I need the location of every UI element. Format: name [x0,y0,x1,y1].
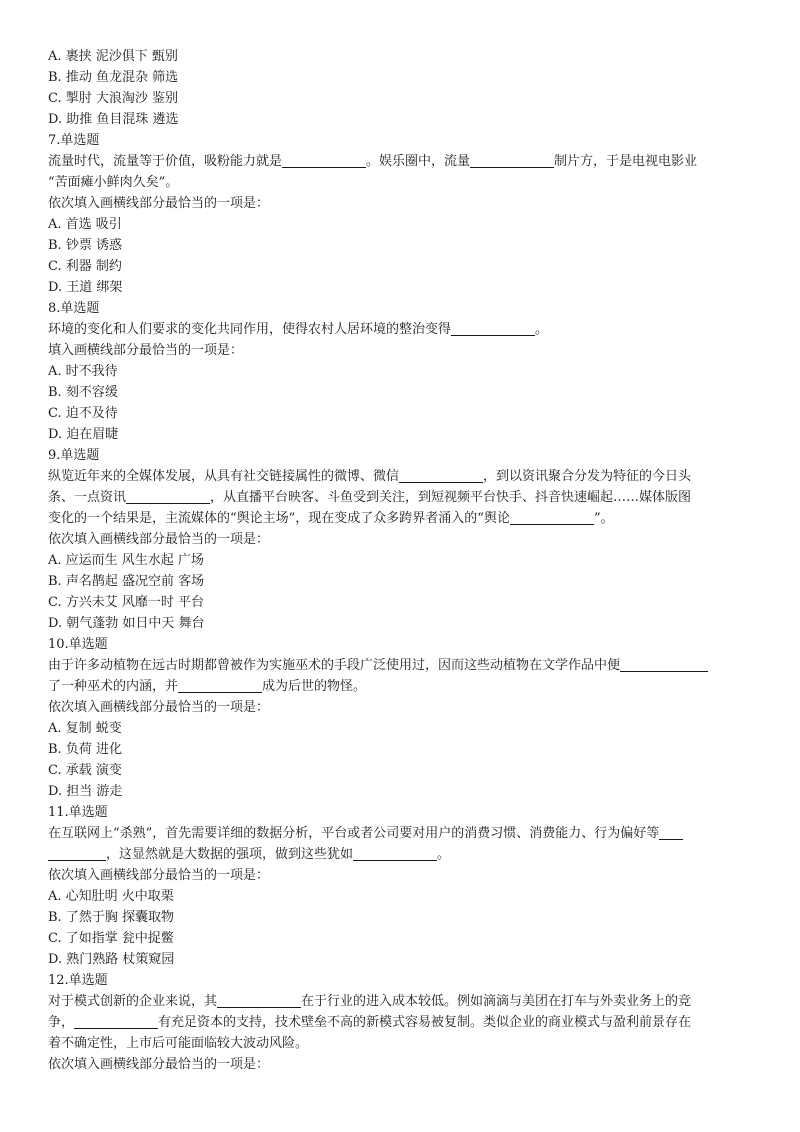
fill-blank [48,846,106,861]
option-c: C. 了如指掌 瓮中捉鳖 [48,931,174,946]
fill-blank [451,321,535,336]
text-fragment: 了一种巫术的内涵，并 [48,679,179,694]
question-text-line [48,676,760,697]
option-a: A. 裹挟 泥沙俱下 甄别 [48,49,178,64]
text-fragment: 流量时代，流量等于价值，吸粉能力就是 [48,154,283,169]
question-header: 9.单选题 [48,448,100,463]
option-c: C. 方兴未艾 风靡一时 平台 [48,595,205,610]
option-b: B. 推动 鱼龙混杂 筛选 [48,70,179,85]
text-fragment: ”。 [593,511,614,526]
question-text-line [48,1012,760,1033]
question-text-line [48,151,760,172]
option-d: D. 熟门熟路 杖策窥园 [48,952,175,967]
option-b: B. 了然于胸 探囊取物 [48,910,174,925]
fill-blank [399,468,483,483]
text-fragment: ，这显然就是大数据的强项，做到这些犹如 [106,847,354,862]
option-d: D. 朝气蓬勃 如日中天 舞台 [48,616,205,631]
option-b: B. 刻不容缓 [48,385,118,400]
text-fragment: 制片方，于是电视电影业 [554,154,698,169]
text-fragment: 由于许多动植物在远古时期都曾被作为实施巫术的手段广泛使用过，因而这些动植物在文学作品中便 [48,658,621,673]
option-c: C. 迫不及待 [48,406,118,421]
question-text-line [48,487,760,508]
fill-blank [620,657,708,672]
question-header: 12.单选题 [48,973,108,988]
question-header: 7.单选题 [48,133,100,148]
question-header: 10.单选题 [48,637,108,652]
question-text-line: “苦面瘫小鲜肉久矣”。 [48,175,179,190]
fill-blank [353,846,437,861]
option-c: C. 掣肘 大浪淘沙 鉴别 [48,91,179,106]
option-d: D. 助推 鱼目混珠 遴选 [48,112,179,127]
question-text-line [48,508,760,529]
fill-blank [659,825,683,840]
question-prompt: 依次填入画横线部分最恰当的一项是： [48,1057,270,1072]
fill-blank [282,153,366,168]
option-c: C. 利器 制约 [48,259,122,274]
option-a: A. 时不我待 [48,364,118,379]
fill-blank [470,153,554,168]
option-a: A. 复制 蜕变 [48,721,122,736]
text-fragment: 成为后世的物怪。 [262,679,367,694]
text-fragment: ，到以资讯聚合分发为特征的今日头 [483,469,692,484]
fill-blank [126,489,210,504]
text-fragment: 环境的变化和人们要求的变化共同作用，使得农村人居环境的整治变得 [48,322,452,337]
option-d: D. 迫在眉睫 [48,427,119,442]
option-d: D. 担当 游走 [48,784,123,799]
question-prompt: 依次填入画横线部分最恰当的一项是： [48,196,270,211]
option-a: A. 首选 吸引 [48,217,122,232]
fill-blank [510,510,594,525]
question-text-line [48,823,760,844]
question-text-line [48,991,760,1012]
question-prompt: 依次填入画横线部分最恰当的一项是： [48,868,270,883]
text-fragment: 条、一点资讯 [48,490,127,505]
text-fragment: 有充足资本的支持，技术壁垒不高的新模式容易被复制。类似企业的商业模式与盈利前景存在 [158,1015,692,1030]
fill-blank [217,993,301,1008]
fill-blank [74,1014,158,1029]
text-fragment: 在于行业的进入成本较低。例如滴滴与美团在打车与外卖业务上的竞 [301,994,692,1009]
question-header: 11.单选题 [48,805,108,820]
text-fragment: 争， [48,1015,75,1030]
option-b: B. 负荷 进化 [48,742,122,757]
text-fragment: 。娱乐圈中，流量 [366,154,471,169]
question-header: 8.单选题 [48,301,100,316]
question-prompt: 依次填入画横线部分最恰当的一项是： [48,700,270,715]
text-fragment: 对于模式创新的企业来说，其 [48,994,218,1009]
text-fragment: ，从直播平台映客、斗鱼受到关注，到短视频平台快手、抖音快速崛起……媒体版图 [210,490,692,505]
question-text-line: 着不确定性，上市后可能面临较大波动风险。 [48,1036,309,1051]
question-text-line [48,844,760,865]
option-a: A. 应运而生 风生水起 广场 [48,553,204,568]
text-fragment: 在互联网上“杀熟”，首先需要详细的数据分析，平台或者公司要对用户的消费习惯、消费能力、行为偏好等 [48,826,660,841]
option-d: D. 王道 绑架 [48,280,123,295]
option-b: B. 钞票 诱惑 [48,238,122,253]
fill-blank [178,678,262,693]
question-text-line [48,319,760,340]
document-page [48,46,760,1075]
question-prompt: 填入画横线部分最恰当的一项是： [48,343,244,358]
option-a: A. 心知肚明 火中取栗 [48,889,174,904]
question-text-line [48,466,760,487]
question-text-line [48,655,760,676]
text-fragment: 。 [535,322,549,337]
text-fragment: 纵览近年来的全媒体发展，从具有社交链接属性的微博、微信 [48,469,400,484]
text-fragment: 变化的一个结果是，主流媒体的“舆论主场”，现在变成了众多跨界者涌入的“舆论 [48,511,510,526]
question-prompt: 依次填入画横线部分最恰当的一项是： [48,532,270,547]
text-fragment: 。 [437,847,451,862]
option-b: B. 声名鹊起 盛况空前 客场 [48,574,205,589]
option-c: C. 承载 演变 [48,763,122,778]
